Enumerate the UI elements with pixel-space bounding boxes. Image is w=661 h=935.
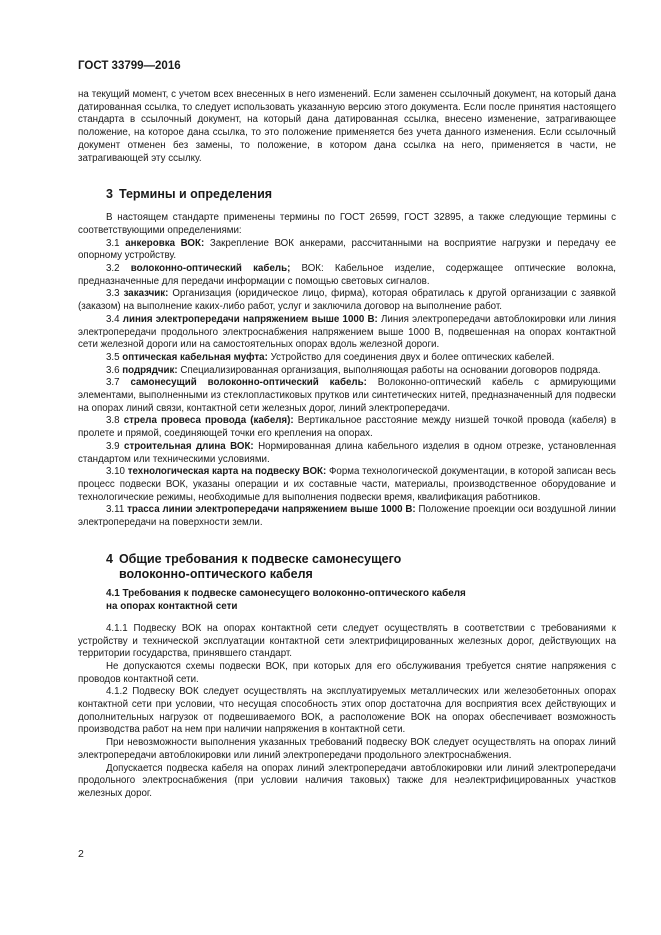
term-text: Организация (юридическое лицо, фирма), которая обратилась к другой организации с заявкой (заказом) на выполнение каких-либо работ, услуг и заключила договор на выполнение работ. [78,288,616,313]
term-number: 3.1 [106,237,120,249]
term-name: строительная длина ВОК: [124,440,254,452]
term-text: ВОК: Кабельное изделие, содержащее оптические волокна, предназначенные для передачи информации с помощью световых сигналов. [78,263,616,287]
term-number: 3.11 [106,504,125,516]
term-name: оптическая кабельная муфта: [122,351,268,363]
term-text: Специализированная организация, выполняющая работы на основании договоров подряда. [180,364,601,376]
subsection-4-1-title-line2: на опорах контактной сети [106,600,238,612]
term-definition [78,441,616,466]
term-name: анкеровка ВОК: [125,237,205,249]
section-3-number: 3 [106,187,113,202]
term-number: 3.6 [106,364,120,376]
term-name: подрядчик: [122,364,178,376]
term-definition [78,263,616,288]
term-number: 3.5 [106,351,120,363]
term-number: 3.8 [106,415,120,427]
term-definition [78,288,616,313]
term-text: Устройство для соединения двух и более оптических кабелей. [270,351,555,363]
term-name: самонесущий волоконно-оптический кабель: [130,377,367,389]
term-text: Вертикальное расстояние между низшей точкой провода (кабеля) в пролете и прямой, соединяющей точки его крепления на опорах. [78,415,617,440]
term-number: 3.2 [106,263,120,275]
paragraph-4-1-1: 4.1.1 Подвеску ВОК на опорах контактной сети следует осуществлять в соответствии с требованиями к устройству и технической эксплуатации контактной сети электрифицированных железных дорог, действующих на территории государства, принявшего стандарт. [78,622,616,660]
term-definition [78,352,616,365]
subsection-4-1-heading [78,587,616,613]
term-definition [78,466,616,504]
section-4-title-line2: волоконно-оптического кабеля [118,566,313,581]
section-4-title-line1: Общие требования к подвеске самонесущего [118,551,402,566]
term-text: Линия электропередачи автоблокировки или линия электропередачи продольного электроснабжения напряжением выше 1000 В, подвешенная на опорах контактной сети железной дороги или на самостоятельных опорах вдоль железной дороги. [78,313,616,351]
paragraph-4-1-2: 4.1.2 Подвеску ВОК следует осуществлять на эксплуатируемых металлических или железобетонных опорах контактной сети при условии, что несущая способность этих опор достаточна для восприятия всех действующих и дополнительных нагрузок от подвешиваемого ВОК, а расположение ВОК на опорах обеспечивает возможность производства работ на нем при наличии напряжения в контактной сети. [78,686,616,736]
term-name: заказчик: [123,288,169,300]
term-definition [78,504,616,529]
term-definition [78,365,616,378]
paragraph-4-1-2-allowed: Допускается подвеска кабеля на опорах линий электропередачи автоблокировки или линий электропередачи продольного электроснабжения (при условии наличия таковых) также для неэлектрифицированных участков железных дорог. [78,762,616,799]
intro-paragraph: на текущий момент, с учетом всех внесенных в него изменений. Если заменен ссылочный документ, на который дана датированная ссылка, то следует использовать указанную версию этого документа. Если после принятия настоящего стандарта в ссылочный документ, на который дана датированная ссылка, внесено изменение, затрагивающее положение, на которое дана ссылка, то это положение применяется без учета данного изменения. Если ссылочный документ отменен без замены, то положение, в котором дана ссылка на него, применяется в части, не затрагивающей эту ссылку. [78,89,616,164]
term-definition [78,377,616,415]
term-name: трасса линии электропередачи напряжением выше 1000 В: [127,504,416,516]
subsection-4-1-title-line1: Требования к подвеске самонесущего волоконно-оптического кабеля [122,587,466,599]
term-name: линия электропередачи напряжением выше 1000 В: [122,313,378,325]
section-3-lead: В настоящем стандарте применены термины по ГОСТ 26599, ГОСТ 32895, а также следующие термины с соответствующими определениями: [78,212,616,236]
document-header: ГОСТ 33799—2016 [78,60,181,72]
paragraph-4-1-1-note: Не допускаются схемы подвески ВОК, при которых для его обслуживания требуется снятие напряжения с проводов контактной сети. [78,660,616,685]
subsection-4-1-number: 4.1 [106,587,120,599]
term-name: технологическая карта на подвеску ВОК: [127,466,327,478]
term-number: 3.3 [106,288,120,300]
term-number: 3.4 [106,313,120,325]
term-text: Нормированная длина кабельного изделия в одном отрезке, установленная стандартом или техническими условиями. [78,440,617,465]
term-definition [78,314,616,352]
term-text: Положение проекции оси воздушной линии электропередачи на поверхности земли. [78,504,616,529]
terms-list [78,238,616,530]
section-3-title: Термины и определения [118,187,273,202]
term-number: 3.9 [106,440,120,452]
term-name: стрела провеса провода (кабеля): [123,415,294,427]
section-3-heading [78,187,616,202]
section-4-number: 4 [106,551,113,566]
paragraph-4-1-2-alt: При невозможности выполнения указанных требований подвеску ВОК следует осуществлять на опорах линий электропередачи автоблокировки или линий электропередачи продольного электроснабжения. [78,737,616,761]
term-text: Форма технологической документации, в которой записан весь процесс подвески ВОК, указаны операции и их составные части, материалы, производственное оборудование и технологические режимы, необходимые для выполнения подвески время, квалификация работников. [78,466,616,503]
term-definition [78,415,616,440]
term-text: Волоконно-оптический кабель с армирующими элементами, выполненными из стеклопластиковых прутков или синтетических нитей, предназначенный для подвески на опорах линий связи, контактной сети железных дорог, линий электропередачи. [78,377,616,414]
page-number: 2 [78,848,84,860]
term-number: 3.10 [106,466,125,478]
term-number: 3.7 [106,377,120,389]
term-definition [78,238,616,263]
document-body [78,89,616,801]
section-4-heading [78,552,616,582]
term-name: волоконно-оптический кабель; [130,263,291,275]
term-text: Закрепление ВОК анкерами, рассчитанными на восприятие нагрузки и передачу ее опорному устройству. [78,237,616,262]
